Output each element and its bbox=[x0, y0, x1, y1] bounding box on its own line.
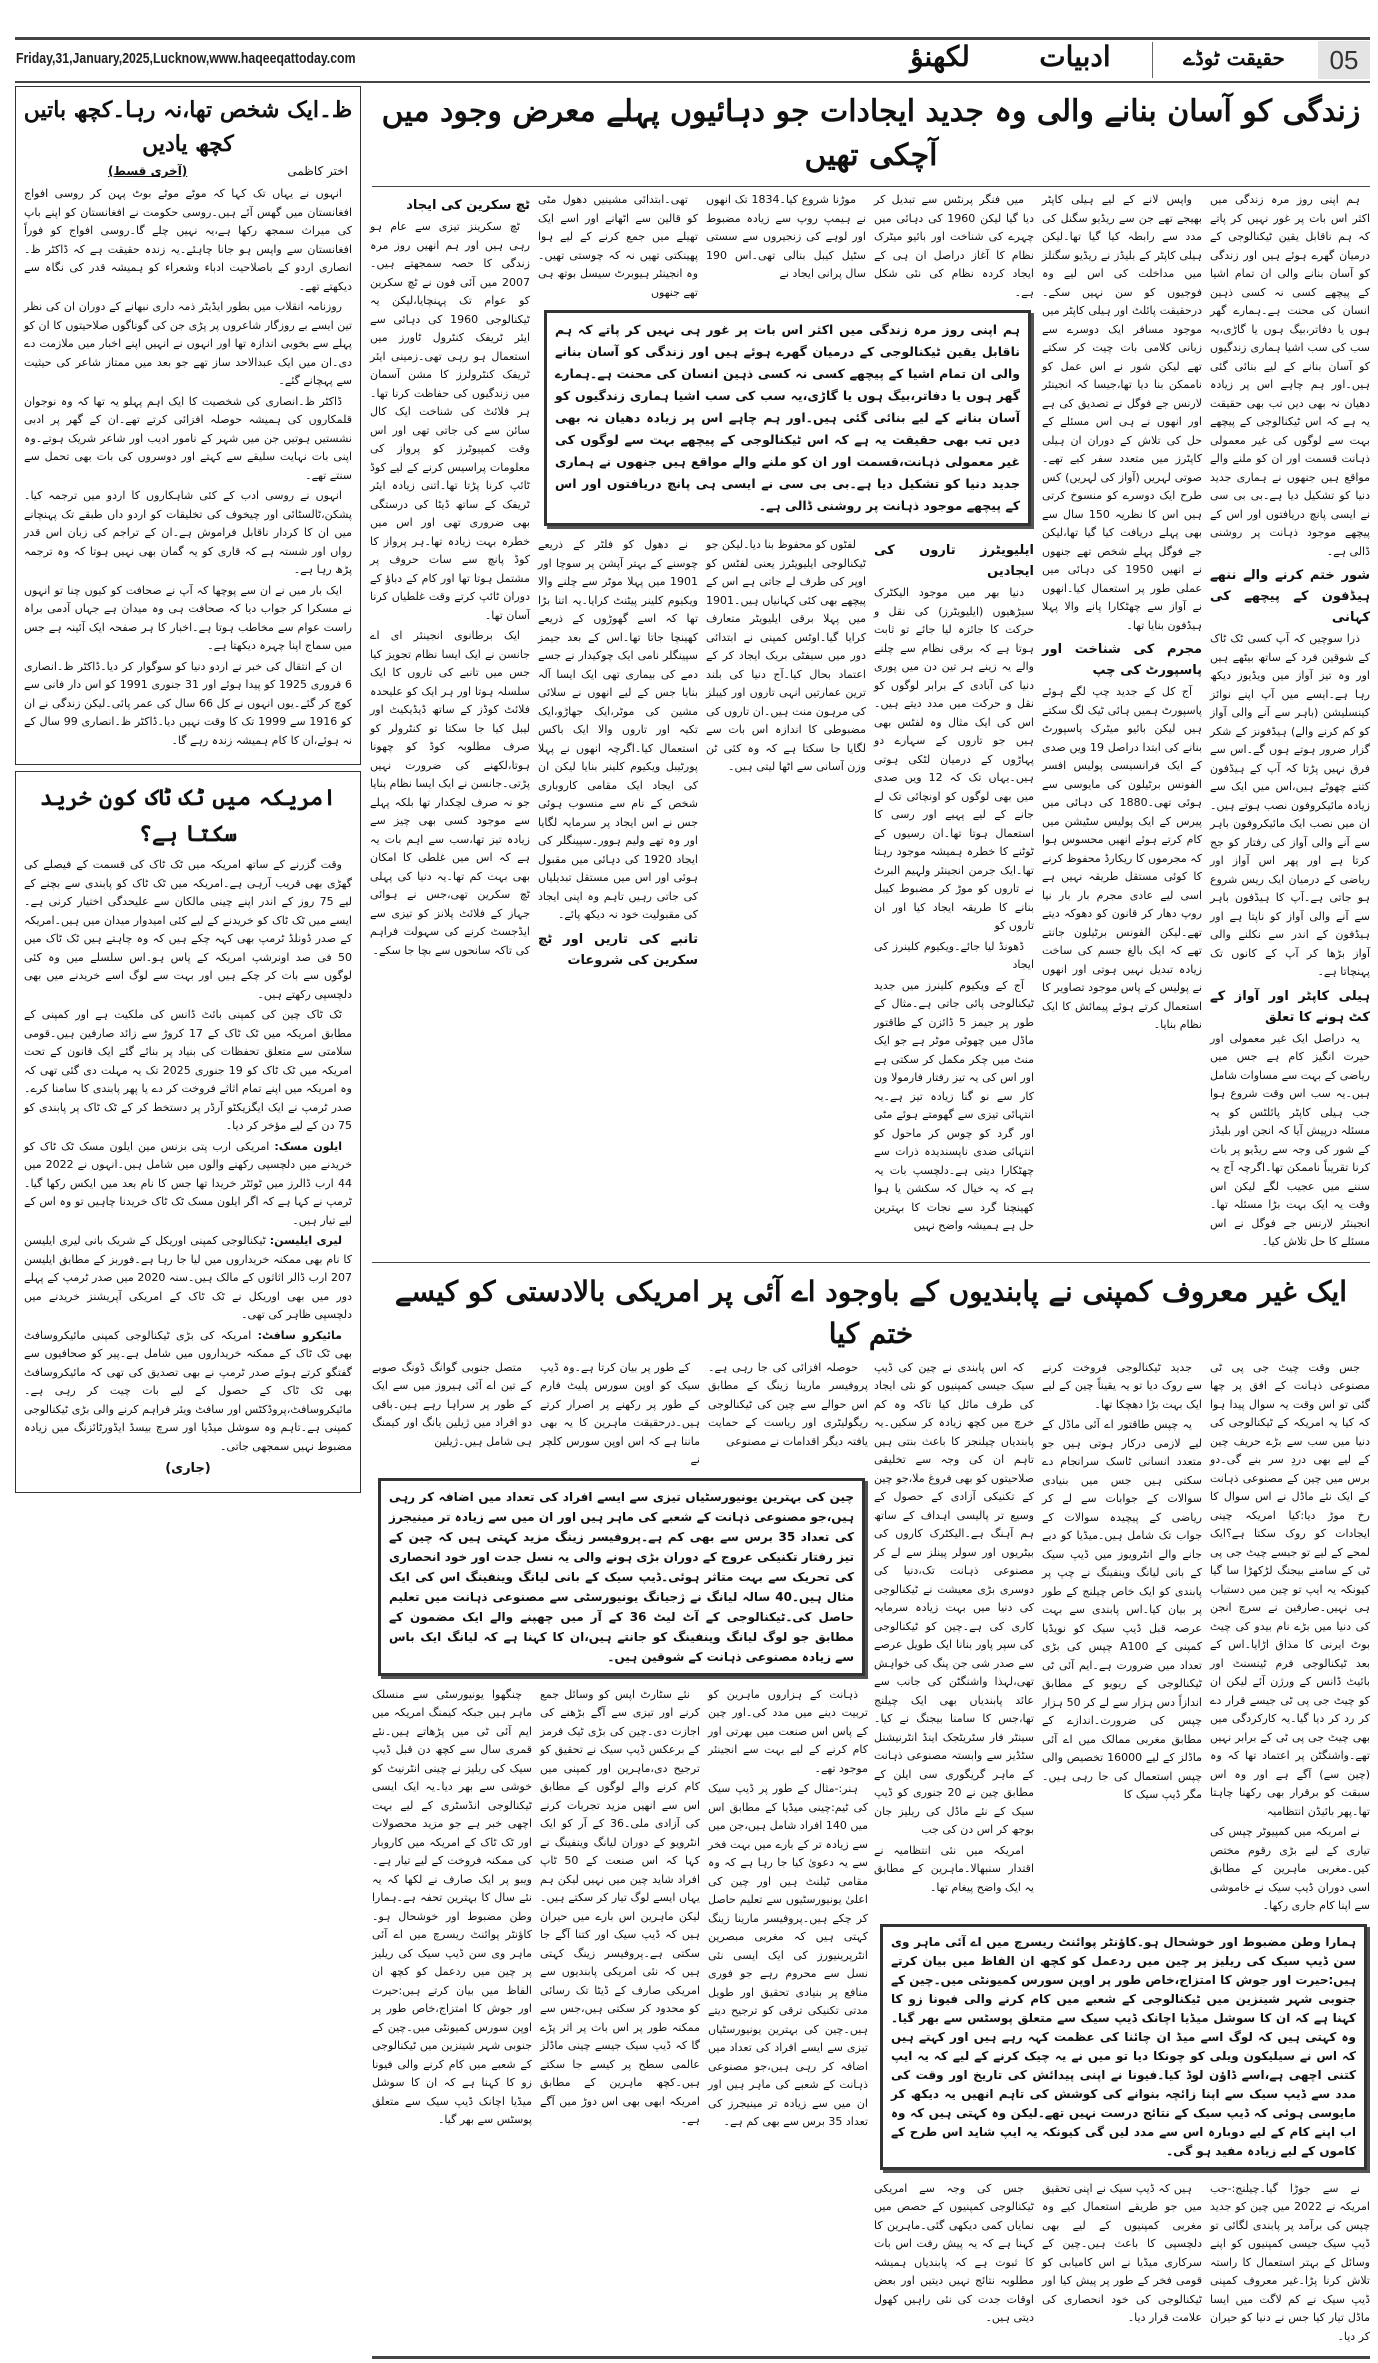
paragraph: ذرا سوچیں کہ آپ کسی ٹک ٹاک کے شوقین فرد کے ساتھ بیٹھے ہیں اور وہ تیز آواز میں ویڈیوز دیکھ رہا ہے۔ایسے میں آپ اپنے نوائز کینسلیشن (باہر سے آنے والی آواز کو کم کرنے والے) ہیڈفونز کے شکر گزار ضرور ہوتے ہوں گے۔اس سے فرق نہیں پڑتا کہ آپ کے ہیڈفون کتنے چھوٹے ہیں،اس میں ایک سے زیادہ مائیکروفون نصب ہوتے ہیں۔ان میں نصب ایک مائیکروفون باہر سے آنے والی آواز کی رفتار کو جج کرتا ہے اور پھر اس آواز اور ریاضی کے درمیان ایک ریس شروع ہو جاتی ہے۔آپ کا ہیڈفون باہر سے آنے والی آواز کو ناپتا ہے اور ہیڈفون کے اندر سے نکلنے والی آواز بڑھا کر آپ کے کانوں تک پہنچاتا ہے۔ bbox=[1210, 632, 1370, 978]
text-column bbox=[708, 1686, 868, 2134]
paragraph: جس وقت چیٹ جی پی ٹی مصنوعی ذہانت کے افق پر چھا گئی تو اس وقت یہ سوال پیدا ہوا کہ کیا یہ امریکہ کے ٹیکنالوجی کی دنیا میں سب سے بڑے حریف چین کے لیے بھی دردِ سر بنے گی۔دو برس میں چین کے مصنوعی ذہانت کے ایک نئے ماڈل نے اس سوال کا رخ موڑ دیا:کیا امریکہ چینی ایجادات کو روک سکتا ہے؟ایک لمحے کے لیے تو جیسے چیٹ جی پی ٹی کے سامنے بیجنگ لڑکھڑا سا گیا کیونکہ یہ ایپ تو چین میں دستیاب ہی نہیں۔صارفین نے سرچ انجن کی دنیا میں بڑے نام بیدو کی چیٹ بوٹ ایرنی کا مذاق اڑایا۔اس کے بعد ٹیکنالوجی فرم ٹینسنٹ اور بائیٹ ڈانس کے ورژن آئے لیکن ان کو چیٹ جی پی ٹی جیسے قرار دے کر رد کر دیا گیا۔یہ کارکردگی میں بھی چیٹ جی پی ٹی کے برابر نہیں تھے۔واشنگٹن پر اعتماد تھا کہ وہ (چین سے) آگے ہے اور وہ اس سبقت کو برقرار بھی رکھنا چاہتا تھا۔پھر بائیڈن انتظامیہ bbox=[1210, 1360, 1370, 1818]
highlight-text: چین کی بہترین یونیورسٹیاں تیزی سے ایسے افراد کی تعداد میں اضافہ کر رہی ہیں،جو مصنوعی ذہانت کے شعبے کی ماہر ہیں اور ان میں سے زیادہ تر مینیجرز کی تعداد 35 برس سے بھی کم ہے۔پروفیسر زینگ مزید کہتی ہیں کہ چین کے تیز رفتار تکنیکی عروج کے دوران بڑی ہونے والی یہ نسل جدت اور خود انحصاری کی تحریک سے بہت متاثر ہوئی۔ڈیپ سیک کے بانی لیانگ وینفینگ اس کی ایک مثال ہیں۔40 سالہ لیانگ نے ژجیانگ یونیورسٹی سے مصنوعی ذہانت میں تعلیم حاصل کی۔ٹیکنالوجی کے آٹ لیٹ 36 کے آر میں چھپنے والے ایک مضمون کے مطابق جو لوگ لیانگ وینفینگ کو جانتے ہیں،ان کا کہنا ہے کہ لیانگ ایک باس سے زیادہ مصنوعی ذہانت کے شوقین ہیں۔ bbox=[389, 1489, 854, 1664]
paragraph: یہ دراصل ایک غیر معمولی اور حیرت انگیز کام ہے جس میں ریاضی کے بہت سے مساوات شامل ہیں۔یہ سب اس وقت شروع ہوا جب ہیلی کاپٹر پائلٹس کو یہ مسئلہ درپیش آیا کہ انجن اور بلیڈز کے شور کی وجہ سے ریڈیو پر بات کرنا تقریباً ناممکن تھا۔اگرچہ آج یہ سننے میں عجیب لگے لیکن اس وقت یہ ایک بہت بڑا مسئلہ تھا۔انجینئر لارنس جے فوگل نے اس مسئلے کا حل تلاش کیا۔ bbox=[1210, 1031, 1370, 1248]
subhead-microsoft: مائیکرو سافٹ: bbox=[257, 1328, 342, 1342]
paragraph: دنیا بھر میں موجود الیکٹرک سیڑھیوں (ایلیویٹرز) کی نقل و حرکت کا جائزہ لیا جائے تو ثابت ہوتا ہے کہ برقی نظام سے چلنے والے یہ زینے ہر تین دن میں پوری دنیا کی آبادی کے برابر لوگوں کو نقل و حرکت میں مدد دیتے ہیں۔اس کی ایک مثال وہ لفٹس بھی ہیں جو تاروں کے سہارے دو پہاڑوں کے درمیان لٹکی ہوتی ہیں۔یہاں تک کہ 12 ویں صدی میں بھی لوگوں کو اونچائی تک لے جانے کے لیے پہیے اور رسی کا استعمال ہوتا تھا۔ان رسیوں کے ٹوٹنے کا خطرہ ہمیشہ موجود رہتا تھا۔ایک جرمن انجینئر ولہیم البرٹ نے تاروں کو موڑ کر مضبوط کیبل بنانے کا طریقہ ایجاد کیا اور ان تاروں کو bbox=[874, 586, 1034, 932]
article1-headline: زندگی کو آسان بنانے والی وہ جدید ایجادات جو دہائیوں پہلے معرض وجود میں آچکی تھیں bbox=[381, 94, 1361, 173]
text-column bbox=[874, 536, 1034, 1238]
masthead-city: لکھنؤ bbox=[910, 40, 970, 73]
paragraph: ایک برطانوی انجینئر ای اے جانسن نے ایک ایسا نظام تجویز کیا جس میں تانبے کی تاروں کا ایک سلسلہ ہوتا اور ہر ایک کو علیحدہ فلائٹ کوڈز کے ساتھ ڈیڈیکیٹ اور لیبل کیا جا سکتا تو کنٹرولر کو صرف مطلوبہ کوڈ کو چھونا ہوتا،لکھنے کی ضرورت نہیں پڑتی۔جانسن نے ایک ایسا نظام بنایا جو نہ صرف لچکدار تھا بلکہ پہلے سے موجود کسی بھی چیز سے زیادہ تیز تھا،سب سے اہم بات یہ ہے کہ اس میں غلطی کا امکان بھی بہت کم تھا۔یہ دنیا کی پہلی ٹچ سکرین تھی،جس نے ہوائی جہاز کے فلائٹ پلانز کو تیزی سے ایڈجسٹ کرنے کی سہولت فراہم کی تاکہ سانحوں سے بچا جا سکے۔ bbox=[370, 629, 530, 957]
article2-highlight-box-b bbox=[880, 1924, 1367, 2170]
header-bottom-rule bbox=[15, 81, 1370, 83]
paragraph: امریکہ میں نئی انتظامیہ نے اقتدار سنبھالا۔ماہرین کے مطابق یہ ایک واضح پیغام تھا۔ bbox=[874, 1843, 1034, 1894]
subheading: شور ختم کرنے والے ننھے ہیڈفون کے پیچھے کی کہانی bbox=[1210, 568, 1370, 625]
subheading: مجرم کی شناخت اور پاسپورٹ کی چپ bbox=[1042, 642, 1202, 678]
tiktok-headline: امریکہ میں ٹک ٹاک کون خرید سکتا ہے؟ bbox=[39, 785, 337, 847]
paragraph: یہ چپس طاقتور اے آئی ماڈل کے لیے لازمی درکار ہوتی ہیں جو متعدد انسانی ٹاسک سرانجام دے سکتی ہیں جس میں بنیادی سوالات کے جوابات سے لے کر ریاضی کے پیچیدہ سوالات کے جواب تک شامل ہیں۔میڈیا کو دیے جانے والے انٹرویوز میں ڈیپ سیک کے بانی لیانگ وینفینگ نے چپ پر پابندی کو ایک خاص چیلنج کے طور پر بیان کیا۔اس پابندی سے بہت عرصہ قبل ڈیپ سیک کو نویڈیا کمپنی کے A100 چپس کی بڑی تعداد میں ضرورت ہے۔ایم آئی ٹی ٹیکنالوجی کے ریویو کے مطابق اندازاً دس ہزار سے لے کر 50 ہزار چپس کی ضرورت۔اندازے کے مطابق مغربی ممالک میں اے آئی ماڈلز کے لیے 16000 تخصیص والی چپس استعمال کی جا رہی ہیں۔مگر ڈیپ سیک کا bbox=[1042, 1418, 1202, 1801]
paragraph: حوصلہ افزائی کی جا رہی ہے۔پروفیسر مارینا زینگ کے مطابق اس حوالے سے چین کی ٹیکنالوجی ریگولیٹری اور ریاست کے حمایت یافتہ دیگر اقدامات نے مصنوعی bbox=[708, 1360, 868, 1448]
header-divider bbox=[1152, 42, 1153, 78]
paragraph: ٹچ سکرینز تیزی سے عام ہو رہی ہیں اور ہم انھیں روز مرہ زندگی کا حصہ سمجھتے ہیں۔2007 میں آئی فون نے ٹچ سکرین کو عوام تک پہنچایا،لیکن یہ ٹیکنالوجی 1960 کی دہائی سے ایئر ٹریفک کنٹرول ٹاورز میں استعمال ہو رہی تھی۔زمینی ایئر ٹریفک کنٹرولرز کا مشن آسمان میں زندگیوں کی حفاظت کرنا تھا۔ہر فلائٹ کی شناخت ایک کال سائن سے کی جاتی تھی اور اس وقت کمپیوٹرز کو پرواز کی معلومات پراسیس کرنے کے لیے کوڈ ٹائپ کرنا پڑتا تھا۔اتنی زیادہ ایئر ٹریفک کے ساتھ ڈیٹا کی درستگی بھی ضروری تھی اور اس میں خطرہ بہت زیادہ تھا۔ہر پرواز کا کوڈ پانچ سے سات حروف پر مشتمل ہوتا تھا اور کام کے دباؤ کے دوران ٹائپ کرتے وقت غلطیاں کرنا آسان تھا۔ bbox=[370, 220, 530, 622]
paragraph: انہوں نے یہاں تک کہا کہ موٹے موٹے بوٹ پہن کر روسی افواج افغانستان میں گھس آئے ہیں۔روسی حکومت نے افغانستان کو اپنے باپ کی میراث سمجھ رکھا ہے،یہ نہیں چلے گا۔روسی افواج کو فوراً افغانستان سے واپس ہو جانا چاہئے۔یہ زندہ حقیقت ہے کہ ڈاکٹر ظ۔انصاری اردو کے باصلاحیت ادباء وشعراء کو ہمیشہ قدر کی نگاہ سے دیکھتے تھے۔ bbox=[24, 187, 352, 293]
headline-rule bbox=[372, 186, 1370, 187]
article1-middle-group bbox=[538, 191, 1034, 1238]
subhead-larry-ellison: لیری ایلیسن: bbox=[269, 1234, 343, 1247]
paragraph: وقت گزرنے کے ساتھ امریکہ میں ٹک ٹاک کی قسمت کے فیصلے کی گھڑی بھی قریب آرہی ہے۔امریکہ میں ٹک ٹاک کو پابندی سے بچنے کے لیے 75 روز کے اندر اپنے چینی مالکان سے علیحدگی اختیار کرنی ہے۔ایسے میں ٹک ٹاک کو خریدنے کے لیے کئی امیدوار میدان میں ہیں۔امریکہ کے صدر ڈونلڈ ٹرمپ بھی کہہ چکے ہیں کہ وہ چاہتے ہیں ٹک ٹاک میں 50 فی صد اونرشپ امریکہ کے پاس ہو۔اس سلسلے میں وہ کئی لوگوں سے بات کر چکے ہیں اور بہت سے لوگ اسے خریدنے میں بھی دلچسپی رکھتے ہیں۔ bbox=[24, 858, 352, 1001]
text-column bbox=[370, 191, 530, 962]
paragraph: میں فنگر پرنٹس سے تبدیل کر دیا گیا لیکن 1960 کی دہائی میں چہرے کی شناخت اور بائیو میٹرک نظام کا آغاز دراصل ان ہی کے ایجاد کردہ نظام کی نئی شکل ہے۔ bbox=[874, 193, 1035, 299]
column-article-box bbox=[15, 86, 361, 765]
text-column bbox=[540, 1359, 700, 1472]
paragraph bbox=[24, 1138, 352, 1231]
text-column bbox=[540, 1686, 700, 2132]
article-divider bbox=[372, 1262, 1370, 1263]
paragraph-text: ٹیکنالوجی کمپنی اوریکل کے شریک بانی لیری ایلیسن کا نام بھی ممکنہ خریداروں میں لیا جا رہا ہے۔فوربز کے مطابق ایلیسن 207 ارب ڈالر اثاثوں کے مالک ہیں۔سنہ 2020 میں صدر ٹرمپ کے پہلے دور میں بھی اوریکل نے ٹک ٹاک کے امریکی آپریشنز خریدنے میں دلچسپی ظاہر کی تھی۔ bbox=[24, 1234, 352, 1321]
paragraph: موڑنا شروع کیا۔1834 تک انھوں نے ہیمپ روپ سے زیادہ مضبوط اور لوہے کی زنجیروں سے سستی سٹیل کیبل بنالی تھی۔اس 190 سال پرانی ایجاد نے bbox=[706, 193, 866, 280]
page-bottom-rule bbox=[372, 2356, 1370, 2359]
text-column bbox=[706, 191, 866, 286]
paragraph: آج کے ویکیوم کلینرز میں جدید ٹیکنالوجی پائی جاتی ہے۔مثال کے طور پر جیمز 5 ڈائزن کے طاقتور ماڈل میں چھوٹی موٹر ہے جو ایک منٹ میں چکر مکمل کر سکتی ہے اور اس کی یہ تیز رفتار فارمولا ون کار سے نو گنا زیادہ تیز ہے۔یہ انتہائی تیزی سے گھومتے ہوئے مٹی اور گرد کو چوس کر ماحول کو انتہائی ضدی ناپسندیدہ ذرات سے چھٹکارا دیتی ہے۔دلچسپ بات یہ ہے کہ یہ خیال کہ سکشن یا ہوا کھینچنا گرد سے نجات کا بہترین حل ہے ہمیشہ واضح نہیں bbox=[874, 978, 1034, 1232]
paragraph: ذہانت کے ہزاروں ماہرین کو تربیت دینے میں مدد کی۔اور چین کے پاس اس صنعت میں بھرتی اور کام کرنے کے لیے بہت سے انجینئر موجود تھے۔ bbox=[708, 1687, 868, 1775]
paragraph: جس کی وجہ سے امریکی ٹیکنالوجی کمپنیوں کے حصص میں نمایاں کمی دیکھی گئی۔ماہرین کا کہنا ہے کہ یہ پیش رفت اس بات کا ثبوت ہے کہ پابندیاں ہمیشہ مطلوبہ نتائج نہیں دیتیں اور بعض اوقات جدت کی نئی راہیں کھول دیتی ہیں۔ bbox=[874, 2181, 1034, 2324]
page-header bbox=[0, 0, 1378, 86]
text-column bbox=[372, 1686, 532, 2132]
subheading: تانبے کی تاریں اور ٹچ سکرین کی شروعات bbox=[538, 931, 698, 968]
paragraph: کہ اس پابندی نے چین کی ڈیپ سیک جیسی کمپنیوں کو نئی ایجاد کی طرف مائل کیا تاکہ وہ کم خرچ میں کچھ زیادہ کر سکیں۔یہ پابندیاں چیلنجز کا باعث بنتی ہیں تاہم ان کی وجہ سے تخلیقی صلاحیتوں کو بھی فروغ ملا،جو چین کے تکنیکی آزادی کے حصول کے وسیع تر پالیسی اہداف کے ساتھ ہم آہنگ ہے۔الیکٹرک کاروں کی بیٹریوں اور سولر پینلز سے لے کر مصنوعی ذہانت تک،دنیا کی دوسری بڑی معیشت نے ٹیکنالوجی کی دنیا میں بہت زیادہ سرمایہ کاری کی ہے۔چین کو ٹیکنالوجی کی سپر پاور بنانا ایک طویل عرصے سے صدر شی جن پنگ کی خواہش تھی،لہذا واشنگٹن کی جانب سے عائد پابندیاں بھی ایک چیلنج تھا،جس کا سامنا بیجنگ نے کیا۔سینٹر فار سٹریٹجک اینڈ انٹرنیشنل سٹڈیز سے وابستہ مصنوعی ذہانت کے ماہر گریگوری سی ایلن کے مطابق چین نے 20 جنوری کو ڈیپ سیک کے نئے ماڈل کی ریلیز جان بوجھ کر اس دن کی جب bbox=[874, 1360, 1034, 1836]
column-body bbox=[16, 181, 360, 756]
subheading: ہیلی کاپٹر اور آواز کے کٹ ہونے کا تعلق bbox=[1210, 988, 1370, 1025]
text-column bbox=[1210, 2180, 1370, 2349]
paragraph: متصل جنوبی گوانگ ڈونگ صوبے کے تین اے آئی ہیروز میں سے ایک کے طور پر سراہا رہے ہیں۔باقی دو افراد میں ژیلین یانگ اور کیمنگ ہی شامل ہیں۔ژیلین bbox=[372, 1360, 532, 1448]
column-row bbox=[372, 1686, 868, 2134]
text-column bbox=[1042, 191, 1202, 1037]
text-column bbox=[372, 1359, 532, 1454]
page-body bbox=[0, 86, 1378, 2363]
text-column bbox=[538, 536, 698, 973]
column-row bbox=[538, 536, 1034, 1238]
dateline: Friday,31,January,2025,Lucknow,www.haqeeqattoday.com bbox=[16, 50, 356, 67]
text-column bbox=[1210, 191, 1370, 1254]
tiktok-body bbox=[16, 852, 360, 1484]
paragraph bbox=[24, 1327, 352, 1457]
header-top-rule bbox=[15, 37, 1370, 40]
left-column bbox=[15, 86, 361, 1499]
article2-left-group bbox=[372, 1359, 868, 2134]
column-row bbox=[538, 191, 1034, 304]
paragraph: نے امریکہ میں کمپیوٹر چپس کی تیاری کے لیے بڑی رقوم مختص کیں۔مغربی ماہرین کے مطابق اسی دوران ڈیپ سیک نے خاموشی سے اپنا کام جاری رکھا۔ bbox=[1210, 1825, 1370, 1912]
paragraph: نئے سٹارٹ اپس کو وسائل جمع کرنے اور تیزی سے آگے بڑھنے کی اجازت دی۔چین کی بڑی ٹیک فرمز کے برعکس ڈیپ سیک نے تحقیق کو ترجیح دی،ماہرین اور کمپنی میں کام کرنے والے لوگوں کے مطابق اس سے انھیں مزید تجربات کرنے کی آزادی ملی۔36 کے آر کو ایک انٹرویو کے دوران لیانگ وینفینگ نے کہا کہ اس صنعت کے 50 ٹاپ افراد شاید چین میں نہیں لیکن ہم یہاں ایسے لوگ تیار کر سکتے ہیں۔لیکن ماہرین اس بارے میں حیران ہیں کہ ڈیپ سیک اور کتنا آگے جا سکتی ہے۔پروفیسر زینگ کہتی ہیں کہ نئی امریکی پابندیوں سے امریکی صارف کے ڈیٹا تک رسائی کو محدود کر سکتی ہیں،جس سے ممکنہ طور پر اس بات پر اثر پڑے گا کہ ڈیپ سیک جیسے چینی ماڈلز عالمی سطح پر کیسے جا سکتے ہیں۔کچھ ماہرین کے مطابق امریکہ ابھی بھی اس دوڑ میں آگے ہے۔ bbox=[540, 1687, 701, 2126]
highlight-text: ہم اپنی روز مرہ زندگی میں اکثر اس بات پر غور ہی نہیں کر پاتے کہ ہم ناقابل یقین ٹیکنالوجی کے درمیان گھرے ہوئے ہیں اور زندگی کو آسان بنانے والی ان تمام اشیا کے پیچھے کسی نہ کسی ذہین انسان کی محنت ہے۔ہمارے گھر ہوں یا دفاتر،بیگ ہوں یا گاڑی،یہ سب کی سب اشیا ہماری زندگیوں کو آسان بنانے کے لیے بنائی گئی ہیں۔اور ہم چاہے اس پر زیادہ دھیان نہ بھی دیں تب بھی حقیقت یہ ہے کہ اس ٹیکنالوجی کے پیچھے بہت سے لوگوں کی غیر معمولی ذہانت،قسمت اور ان کو ملنے والے مواقع ہیں جنھوں نے ہماری جدید دنیا کو تشکیل دیا ہے۔بی بی سی نے ایسی ہی پانچ دریافتوں اور اس کے پیچھے موجود ذہانت پر روشنی ڈالی ہے۔ bbox=[555, 322, 1020, 513]
paragraph: ہیں کہ ڈیپ سیک نے اپنی تحقیق میں جو طریقے استعمال کیے وہ مغربی کمپنیوں کے لیے بھی دلچسپی کا باعث ہیں۔چین کے سرکاری میڈیا نے اس کامیابی کو قومی فخر کے طور پر پیش کیا اور ٹیکنالوجی کی خود انحصاری کی علامت قرار دیا۔ bbox=[1042, 2181, 1202, 2324]
paragraph: واپس لانے کے لیے ہیلی کاپٹر بھیجے تھے جن سے ریڈیو سگنل کی مدد سے رابطہ کیا گیا تھا۔لیکن ہیلی کاپٹر کے بلیڈز نے ریڈیو سگنلز میں مداخلت کی اس لیے وہ فوجیوں کو سن نہیں سکے۔درحقیقت پائلٹ اور ہیلی کاپٹر میں موجود مسافر ایک دوسرے سے زبانی کلامی بات چیت کر سکتے تھے لیکن شور نے اس عمل کو ناممکن بنا دیا تھا،جیسا کہ انجینئر لارنس جے فوگل نے تصدیق کی ہے اور انھوں نے ہی اس مسئلے کے حل کی تلاش کے دوران ان ہیلی کاپٹرز میں متعدد سفر کیے تھے۔صوتی لہریں (آواز کی لہریں) کس طرح ایک دوسرے کو منسوخ کرتی ہیں اس کا نظریہ 150 سال سے بھی پہلے دریافت کیا گیا تھا،لیکن جے فوگل پہلے شخص تھے جنھوں نے انھیں 1950 کی دہائی میں عملی طور پر استعمال کیا۔انھوں نے آواز سے چھٹکارا پانے والا پہلا ہیڈفون بنایا تھا۔ bbox=[1042, 193, 1202, 632]
text-column bbox=[708, 1359, 868, 1454]
text-column bbox=[1042, 2180, 1202, 2330]
article2-headline: ایک غیر معروف کمپنی نے پابندیوں کے باوجود اے آئی پر امریکی بالادستی کو کیسے ختم کیا bbox=[394, 1274, 1348, 1350]
paragraph: ڈاکٹر ظ۔انصاری کی شخصیت کا ایک اہم پہلو یہ تھا کہ وہ نوجوان قلمکاروں کی ہمیشہ حوصلہ افزائی کرتے تھے۔ان کے گھر پر ادبی نشستیں ہوتیں جن میں شہر کے نامور ادیب اور شاعر شریک ہوتے۔وہ اپنی بات نہایت سلیقے سے کہتے اور دوسروں کی بات بھی تحمل سے سنتے تھے۔ bbox=[24, 394, 352, 482]
tiktok-article-box bbox=[15, 771, 361, 1493]
subheading: ٹچ سکرین کی ایجاد bbox=[406, 198, 530, 213]
article2-right-group bbox=[874, 1359, 1370, 2349]
column-row bbox=[874, 1359, 1370, 1918]
paragraph: انہوں نے روسی ادب کے کئی شاہکاروں کا اردو میں ترجمہ کیا۔پشکن،ٹالسٹائی اور چیخوف کی تخلیقات کو اردو داں طبقے تک پہنچانے میں ان کا کردار ناقابل فراموش ہے۔ان کے تراجم کی زبان اس قدر رواں اور شستہ ہے کہ قاری کو یہ گمان بھی نہیں ہوتا کہ وہ ترجمہ پڑھ رہا ہے۔ bbox=[24, 489, 352, 576]
paragraph bbox=[24, 1232, 352, 1325]
article2-body bbox=[372, 1359, 1370, 2349]
newspaper-logo: حقیقت ٹوڈے bbox=[1183, 46, 1285, 70]
paragraph: لفٹوں کو محفوظ بنا دیا۔لیکن جو ٹیکنالوجی ایلیویٹرز یعنی لفٹس کو اوپر کی طرف لے جاتی ہے اس کے پیچھے بھی کئی کہانیاں ہیں۔1901 میں پہلا برقی ایلیویٹر متعارف کرایا گیا۔اوٹس کمپنی نے ابتدائی دور میں سیفٹی بریک ایجاد کر کے اعتماد بحال کیا۔آج دنیا کی بلند ترین عمارتیں انہی تاروں اور کیبلز کی مرہون منت ہیں۔ان تاروں کی مضبوطی کا اندازہ اس بات سے لگایا جا سکتا ہے کہ وہ کئی ٹن وزن آسانی سے اٹھا لیتی ہیں۔ bbox=[706, 538, 866, 773]
text-column bbox=[874, 2180, 1034, 2330]
paragraph: جدید ٹیکنالوجی فروخت کرنے سے روک دیا تو یہ یقیناً چین کے لیے ایک بہت بڑا دھچکا تھا۔ bbox=[1042, 1360, 1202, 1411]
article2-highlight-box-a bbox=[378, 1478, 865, 1676]
author-name: اختر کاظمی bbox=[287, 164, 348, 178]
paragraph: کے طور پر بیان کرتا ہے۔وہ ڈیپ سیک کو اوپن سورس پلیٹ فارم کے طور پر رکھنے پر اصرار کرتے ہیں۔درحقیقت ماہرین کا یہ بھی ماننا ہے کہ اس اوپن سورس کلچر نے bbox=[540, 1360, 700, 1466]
main-area bbox=[372, 86, 1370, 2363]
text-column bbox=[538, 191, 698, 304]
paragraph: چنگھوا یونیورسٹی سے منسلک ماہر ہیں جبکہ کیمنگ امریکہ میں ایم آئی ٹی میں پڑھاتے ہیں۔نئے قمری سال سے کچھ دن قبل ڈیپ سیک کی ریلیز نے چینی انٹرنیٹ کو خوشی سے بھر دیا۔یہ ایک ایسی ٹیکنالوجی انڈسٹری کے لیے بہت اچھی خبر ہے جو مزید محصولات اور ٹک ٹاک کے امریکہ میں کاروبار کی ممکنہ فروخت کے لیے تیار ہے۔ویبو پر ایک صارف نے لکھا کہ یہ نئے سال کا بہترین تحفہ ہے۔ہمارا وطن مضبوط اور خوشحال ہو۔کاؤنٹر پوائنٹ ریسرچ میں اے آئی ماہر وی سن ڈیپ سیک کی ریلیز پر چین میں ردعمل کو کچھ ان الفاظ میں بیان کرتے ہیں:حیرت اور جوش کا امتزاج،خاص طور پر اوپن سورس کمیونٹی میں۔چین کے جنوبی شہر شینزین میں ٹیکنالوجی کے شعبے میں کام کرنے والی فیونا زو کا کہنا ہے کہ ان کا سوشل میڈیا اچانک ڈیپ سیک سے متعلق پوسٹس سے بھر گیا۔ bbox=[372, 1687, 532, 2126]
text-column bbox=[1042, 1359, 1202, 1807]
article1-highlight-box bbox=[544, 310, 1031, 526]
column-headline: ظ۔ایک شخص تھا،نہ رہا۔کچھ باتیں کچھ یادیں bbox=[23, 97, 353, 157]
section-title: ادبیات bbox=[1039, 40, 1111, 73]
paragraph: ٹک ٹاک چین کی کمپنی بائٹ ڈانس کی ملکیت ہے اور کمپنی کے مطابق امریکہ میں ٹک ٹاک کے 17 کروڑ سے زائد صارفین ہیں۔قومی سلامتی سے متعلق تحفظات کی بنیاد پر بنائے گئے ایک قانون کے تحت امریکہ میں ٹک ٹاک کو 19 جنوری 2025 تک یہ مہلت دی گئی تھی کہ وہ امریکہ میں اپنے تمام اثاثے فروخت کر دے یا پھر پابندی کا سامنا کرے۔صدر ٹرمپ نے ایک ایگزیکٹو آرڈر پر دستخط کر کے ٹک ٹاک پر پابندی کو 75 دن کے لیے مؤخر کر دیا۔ bbox=[24, 1008, 352, 1132]
paragraph-text: امریکہ کی بڑی ٹیکنالوجی کمپنی مائیکروسافٹ بھی ٹک ٹاک کے ممکنہ خریداروں میں شامل ہے۔پیر کو صحافیوں سے گفتگو کرتے ہوئے صدر ٹرمپ نے بھی تصدیق کی تھی کہ مائیکروسافٹ بھی ٹک ٹاک کے حصول کے لیے بات چیت کر رہی ہے۔مائیکروسافٹ،پروڈکٹس اور سافٹ ویئر فراہم کرنے والی بڑی ٹیکنالوجی کمپنی ہے۔تاہم وہ سوشل میڈیا اور سرچ بیسڈ ایڈورٹائزنگ میں زیادہ مضبوط نہیں سمجھی جاتی۔ bbox=[24, 1328, 352, 1453]
paragraph: ایک بار میں نے ان سے پوچھا کہ آپ نے صحافت کو کیوں چنا تو انہوں نے مسکرا کر جواب دیا کہ صحافت ہی وہ میدان ہے جہاں آدمی براہ راست عوام سے مخاطب ہوتا ہے۔اخبار کا ہر صفحہ ایک آئینہ ہے جس میں سماج اپنا چہرہ دیکھتا ہے۔ bbox=[24, 583, 352, 652]
column-row bbox=[372, 1359, 868, 1472]
text-column bbox=[874, 191, 1034, 304]
paragraph: آج کل کے جدید چپ لگے ہوئے پاسپورٹ ہمیں ہائی ٹیک لگ سکتے ہیں لیکن بائیو میٹرک پاسپورٹ بنانے کی ابتدا دراصل 19 ویں صدی کے ایک فرانسیسی پولیس افسر الفونس برٹیلون کی مایوسی سے ہوئی تھی۔1880 کی دہائی میں پیرس کے ایک پولیس سٹیشن میں کام کرتے ہوئے انھیں محسوس ہوا کہ مجرموں کا ریکارڈ محفوظ کرنے کا کوئی مستقل طریقہ نہیں ہے اسی لیے عادی مجرم بار بار نیا روپ دھار کر قانون کو دھوکہ دیتے تھے۔لیکن الفونس برٹیلون جانتے تھے کہ ایک بالغ جسم کی ساخت زیادہ تبدیل نہیں ہوتی اور انھوں نے پولیس کے پاس موجود تصاویر کا استعمال کرتے ہوئے پیمائش کا ایک نظام بنایا۔ bbox=[1042, 685, 1203, 1031]
highlight-text: ہمارا وطن مضبوط اور خوشحال ہو۔کاؤنٹر پوائنٹ ریسرچ میں اے آئی ماہر وی سن ڈیپ سیک کی ریلیز پر چین میں ردعمل کو کچھ ان الفاظ میں بیان کرتے ہیں:حیرت اور جوش کا امتزاج،خاص طور پر اوپن سورس کمیونٹی میں۔چین کے جنوبی شہر شینزین میں ٹیکنالوجی کے شعبے میں کام کرنے والی فیونا زو کا کہنا ہے کہ ان کا سوشل میڈیا اچانک ڈیپ سیک سے متعلق پوسٹس سے بھر گیا۔وہ کہتی ہیں کہ لوگ اسے میڈ ان چائنا کی عظمت کہہ رہے ہیں اور کہتے ہیں کہ اس نے سیلیکون ویلی کو چونکا دیا تو میں نے یہ چیک کرنے کے لیے کہ یہ ایپ کتنی اچھی ہے،اسے ڈاؤن لوڈ کیا۔فیونا نے اپنی پیدائش کی تاریخ اور وقت کی مدد سے ڈیپ سیک سے اپنا زائچہ بنوانے کی کوشش کی تاہم انھیں یہ دیکھ کر مایوسی ہوئی کہ ڈیپ سیک کے نتائج درست نہیں تھے۔لیکن وہ کہتی ہیں کہ وہ اب اپنے کام کے لیے دوبارہ اس سے مدد لیں گی کیونکہ یہ ایپ شاید اس طرح کے کاموں کے لیے زیادہ مفید ہو گی۔ bbox=[891, 1934, 1356, 2158]
paragraph: ہنر:-مثال کے طور پر ڈیپ سیک کی ٹیم:چینی میڈیا کے مطابق اس میں 140 افراد شامل ہیں،جن میں سے زیادہ تر کے بارے میں بہت فخر سے یہ دعویٰ کیا جا رہا ہے کہ وہ مقامی ٹیلنٹ ہیں اور چین کی اعلیٰ یونیورسٹیوں سے تعلیم حاصل کر چکے ہیں۔پروفیسر مارینا زینگ کہتی ہیں کہ مغربی مبصرین انٹرپرینیورز کی ایک ایسی نئی نسل سے محروم رہے جو فوری منافع پر بنیادی تحقیق اور طویل مدتی تکنیکی ترقی کو ترجیح دیتے ہیں۔چین کی بہترین یونیورسٹیاں تیزی سے ایسے افراد کی تعداد میں اضافہ کر رہی ہیں،جو مصنوعی ذہانت کے شعبے کی ماہر ہیں اور ان میں سے زیادہ تر مینیجرز کی تعداد 35 برس سے بھی کم ہے۔ bbox=[708, 1782, 868, 2128]
paragraph-text: امریکی ارب پتی بزنس مین ایلون مسک ٹک ٹاک کو خریدنے میں دلچسپی رکھنے والوں میں شامل ہیں۔انہوں نے 2022 میں 44 ارب ڈالرز میں ٹوئٹر خریدا تھا جس کا نام بعد میں ایکس رکھا گیا۔ٹرمپ نے کہا ہے کہ اگر ایلون مسک ٹک ٹاک خریدنا چاہیں تو وہ اس کے لیے تیار ہیں۔ bbox=[24, 1139, 352, 1227]
paragraph: نے سے جوڑا گیا۔چیلنج:-جب امریکہ نے 2022 میں چین کو جدید چپس کی برآمد پر پابندی لگائی تو ڈیپ سیک جیسی کمپنیوں کو اپنے وسائل کے بہتر استعمال کا راستہ تلاش کرنا پڑا۔غیر معروف کمپنی ڈیپ سیک نے کم لاگت میں ایسا ماڈل تیار کیا جس نے دنیا کو حیران کر دیا۔ bbox=[1210, 2181, 1370, 2343]
paragraph: نے دھول کو فلٹر کے ذریعے چوسنے کے بہتر آپشن پر سوچا اور 1901 میں پہلا موٹر سے چلنے والا ویکیوم کلینر پیٹنٹ کرایا۔یہ اتنا بڑا تھا کہ اسے گھوڑوں کے ذریعے کھینچا جاتا تھا۔اس کے بعد جیمز سپینگلر نامی ایک چوکیدار نے جسے دمے کی بیماری تھی ایک ایسا آلہ بنایا جس کے لیے انھوں نے سلائی مشین کی موٹر،ایک جھاڑو،ایک تکیہ اور تاروں والا ایک باکس استعمال کیا۔اگرچہ انھوں نے پہلا پورٹیبل ویکیوم کلینر بنایا لیکن ان کی ایجاد ایک مقامی کاروباری شخص کے نام سے منسوب ہوئی جس نے اس ایجاد پر سرمایہ لگایا اور وہ تھے ولیم ہوور۔سپینگلر کی ایجاد 1920 کی دہائی میں مقبول ہوئی اور اس میں مستقل تبدیلیاں کی جاتی رہیں تاہم وہ اپنی ایجاد کی مقبولیت خود نہ دیکھ پائے۔ bbox=[538, 538, 698, 921]
continued-label: (جاری) bbox=[165, 1461, 211, 1476]
paragraph: ہم اپنی روز مرہ زندگی میں اکثر اس بات پر غور نہیں کر پاتے کہ ہم ناقابل یقین ٹیکنالوجی کے درمیان گھرے ہوئے ہیں اور زندگی کو آسان بنانے والی ان تمام اشیا کے پیچھے کسی نہ کسی ذہین انسان کی محنت ہے۔ہمارے گھر ہوں یا دفاتر،بیگ ہوں یا گاڑی،یہ سب کی سب اشیا ہماری زندگیوں کو آسان بنانے کے لیے بنائی گئی ہیں۔اور ہم چاہے اس پر زیادہ دھیان نہ بھی دیں تب بھی حقیقت یہ ہے کہ اس ٹیکنالوجی کے پیچھے بہت سے لوگوں کی غیر معمولی ذہانت قسمت اور ان کو ملنے والے مواقع ہیں جنھوں نے ہماری جدید دنیا کو تشکیل دیا ہے۔بی بی سی نے ایسی پانچ دریافتوں اور اس کے پیچھے موجود ذہانت پر روشنی ڈالی ہے۔ bbox=[1210, 193, 1370, 558]
paragraph: روزنامہ انقلاب میں بطور ایڈیٹر ذمہ داری نبھانے کے دوران ان کی نظر تین ایسے بے روزگار شاعروں پر پڑی جن کی گوناگوں صلاحیتوں کا ان کو پہلے سے بخوبی اندازہ تھا اور انہوں نے انہیں اپنے اخبار میں ملازمت دے دی۔ان میں ایک عبدالاحد ساز تھے جو بعد میں ممتاز شاعر کی حیثیت سے پہچانے گئے۔ bbox=[24, 300, 352, 387]
part-label: (آخری قسط) bbox=[108, 164, 188, 178]
subheading: ایلیویٹرز تاروں کی ایجادیں bbox=[874, 543, 1034, 579]
column-row bbox=[874, 2180, 1370, 2349]
text-column bbox=[706, 536, 866, 779]
subhead-elon-musk: ایلون مسک: bbox=[274, 1139, 342, 1153]
page-number: 05 bbox=[1318, 41, 1370, 79]
text-column bbox=[1210, 1359, 1370, 1918]
paragraph: ان کے انتقال کی خبر نے اردو دنیا کو سوگوار کر دیا۔ڈاکٹر ظ۔انصاری 6 فروری 1925 کو پیدا ہوئے اور 31 جنوری 1991 کو اس دار فانی سے کوچ کر گئے۔یوں انہوں نے کل 66 سال کی عمر پائی۔لیکن زندگی نے ان کو 1916 سے 1999 تک کا وقت نہیں دیا۔ڈاکٹر ظ۔انصاری 99 سال کے نہ ہوئے،ان کا کام ہمیشہ زندہ رہے گا۔ bbox=[24, 659, 353, 747]
article1-body bbox=[372, 191, 1370, 1254]
paragraph: ڈھونڈ لیا جائے۔ویکیوم کلینرز کی ایجاد bbox=[874, 939, 1034, 971]
text-column bbox=[874, 1359, 1034, 1900]
paragraph: تھی۔ابتدائی مشینیں دھول مٹی کو قالین سے اٹھانے اور اسے ایک تھیلے میں جمع کرنے کے لیے ہوا پھینکتی تھیں نہ کہ چوستی تھیں۔وہ انجینئر ہیوبرٹ سیسل بوتھ ہی تھے جنھوں bbox=[538, 193, 698, 299]
